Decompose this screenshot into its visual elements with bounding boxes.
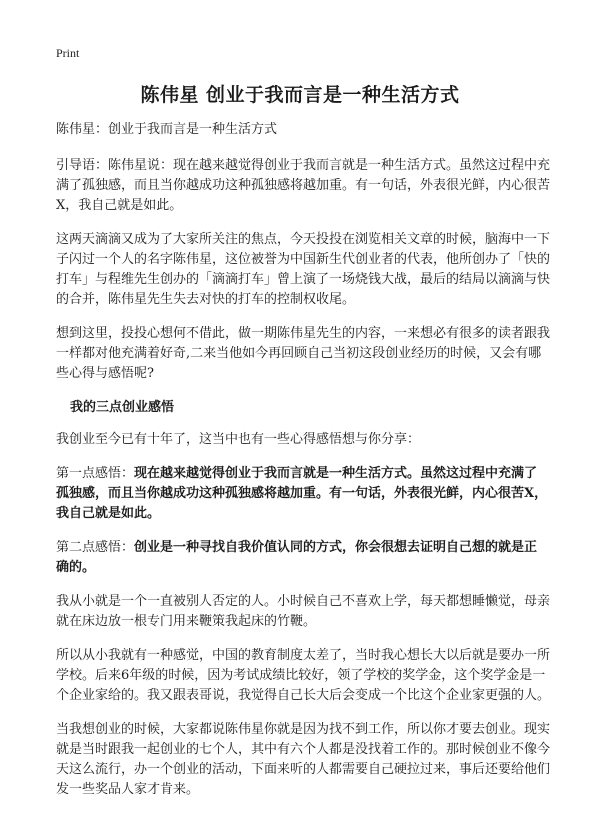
print-link[interactable]: Print bbox=[56, 46, 80, 60]
insight-2-text: 创业是一种寻找自我价值认同的方式，你会很想去证明自己想的就是正确的。 bbox=[56, 540, 538, 575]
paragraph-4: 我从小就是一个一直被别人否定的人。小时候自己不喜欢上学，每天都想睡懒觉，母亲就在床边放一根专门用来鞭策我起床的竹鞭。 bbox=[56, 594, 551, 629]
insight-1-label: 第一点感悟： bbox=[56, 466, 135, 481]
article-body bbox=[56, 120, 550, 814]
page-title: 陈伟星 创业于我而言是一种生活方式 bbox=[140, 84, 460, 106]
paragraph-1: 这两天滴滴又成为了大家所关注的焦点，今天投投在浏览相关文章的时候，脑海中一下子闪过一个人的名字陈伟星，这位被誉为中国新生代创业者的代表，他所创办了「快的打车」与程维先生创办的「滴滴打车」曾上演了一场烧钱大战，最后的结局以滴滴与快的合并，陈伟星先生失去对快的打车的控制权收尾。 bbox=[56, 232, 551, 307]
paragraph-2: 想到这里，投投心想何不借此，做一期陈伟星先生的内容，一来想必有很多的读者跟我一样都对他充满着好奇,二来当他如今再回顾自己当初这段创业经历的时候，又会有哪些心得与感悟呢? bbox=[56, 326, 551, 381]
insight-1-text: 现在越来越觉得创业于我而言就是一种生活方式。虽然这过程中充满了孤独感，而且当你越成功这种孤独感将越加重。有一句话，外表很光鲜，内心很苦X，我自己就是如此。 bbox=[56, 466, 548, 521]
article-subtitle: 陈伟星：创业于我而言是一种生活方式 bbox=[56, 122, 278, 137]
paragraph-6: 当我想创业的时候，大家都说陈伟星你就是因为找不到工作，所以你才要去创业。现实就是当时跟我一起创业的七个人，其中有六个人都是没找着工作的。那时候创业不像今天这么流行，办一个创业的活动，下面来听的人都需要自己硬拉过来，事后还要给他们发一些奖品人家才肯来。 bbox=[56, 722, 551, 797]
insight-2-label: 第二点感悟： bbox=[56, 540, 135, 555]
insight-2 bbox=[56, 538, 550, 578]
insight-1 bbox=[56, 464, 550, 524]
section-heading: 我的三点创业感悟 bbox=[70, 400, 175, 415]
paragraph-5: 所以从小我就有一种感觉，中国的教育制度太差了，当时我心想长大以后就是要办一所学校。后来6年级的时候，因为考试成绩比较好，领了学校的奖学金，这个奖学金是一个企业家给的。我又跟表哥说，我觉得自己长大后会变成一个比这个企业家更强的人。 bbox=[56, 648, 551, 703]
paragraph-3: 我创业至今已有十年了，这当中也有一些心得感悟想与你分享： bbox=[56, 432, 421, 447]
intro-paragraph: 引导语：陈伟星说：现在越来越觉得创业于我而言就是一种生活方式。虽然这过程中充满了孤独感，而且当你越成功这种孤独感将越加重。有一句话，外表很光鲜，内心很苦X，我自己就是如此。 bbox=[56, 158, 551, 213]
